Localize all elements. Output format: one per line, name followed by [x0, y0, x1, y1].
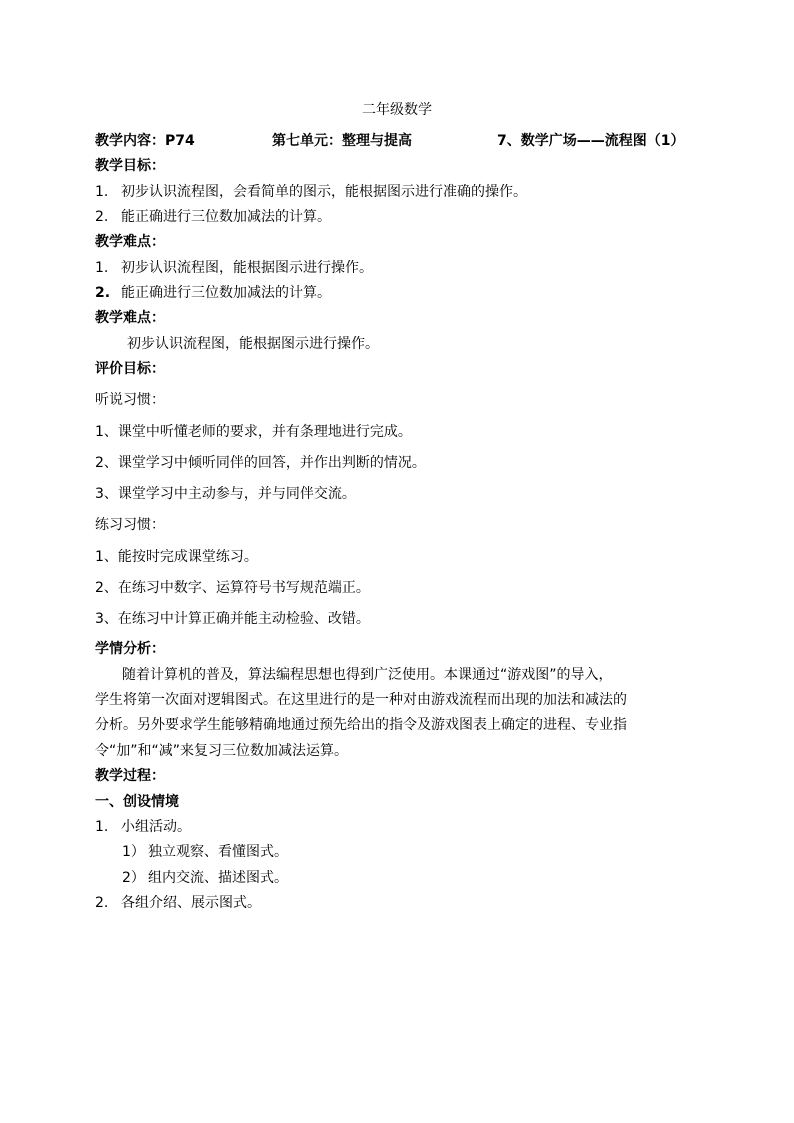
process-item-2-num: 2. [95, 895, 109, 911]
listen-item-1: 1、课堂中听懂老师的要求，并有条理地进行完成。 [95, 424, 412, 440]
process-subitem-2 [122, 869, 288, 887]
goals-heading: 教学目标： [95, 158, 165, 174]
analysis-line-1: 随着计算机的普及，算法编程思想也得到广泛使用。本课通过“游戏图”的导入， [122, 667, 613, 683]
header-unit: 第七单元：整理与提高 [272, 133, 412, 149]
difficulty-item-2-num: 2. [95, 285, 111, 301]
process-item-2-text: 各组介绍、展示图式。 [121, 895, 261, 911]
goal-item-2 [95, 208, 331, 226]
analysis-line-2: 学生将第一次面对逻辑图式。在这里进行的是一种对由游戏流程而出现的加法和减法的 [95, 692, 627, 708]
difficulties2-heading: 教学难点： [95, 310, 165, 326]
header-content: 教学内容：P74 [95, 133, 195, 149]
practice-item-2: 2、在练习中数字、运算符号书写规范端正。 [95, 580, 370, 596]
process-subitem-2-num: 2） [122, 870, 145, 886]
process-item-1-num: 1. [95, 819, 109, 835]
difficulty-item-1 [95, 259, 373, 277]
process-subitem-2-text: 组内交流、描述图式。 [148, 870, 288, 886]
difficulty-item-1-num: 1. [95, 260, 109, 276]
header-lesson: 7、数学广场——流程图（1） [497, 133, 685, 149]
difficulty-item-2 [95, 284, 331, 302]
listen-item-3: 3、课堂学习中主动参与，并与同伴交流。 [95, 486, 356, 502]
listen-heading: 听说习惯： [95, 392, 165, 408]
difficulty-item-1-text: 初步认识流程图，能根据图示进行操作。 [121, 260, 373, 276]
goal-item-1 [95, 183, 527, 201]
analysis-heading: 学情分析： [95, 641, 165, 657]
analysis-line-4: 令“加”和“减”来复习三位数加减法运算。 [95, 743, 349, 759]
goal-item-2-num: 2. [95, 209, 109, 225]
analysis-line-3: 分析。另外要求学生能够精确地通过预先给出的指令及游戏图表上确定的进程、专业指 [95, 717, 627, 733]
section-1-heading: 一、创设情境 [95, 794, 179, 810]
process-subitem-1-num: 1） [122, 844, 145, 860]
difficulty-item-2-text: 能正确进行三位数加减法的计算。 [121, 285, 331, 301]
process-item-1 [95, 818, 191, 836]
practice-item-3: 3、在练习中计算正确并能主动检验、改错。 [95, 611, 370, 627]
process-item-1-text: 小组活动。 [121, 819, 191, 835]
difficulties-heading: 教学难点： [95, 234, 165, 250]
page-title: 二年级数学 [362, 102, 432, 118]
evaluation-heading: 评价目标： [95, 361, 165, 377]
goal-item-1-text: 初步认识流程图，会看简单的图示，能根据图示进行准确的操作。 [121, 184, 527, 200]
process-subitem-1-text: 独立观察、看懂图式。 [148, 844, 288, 860]
process-heading: 教学过程： [95, 768, 165, 784]
process-item-2 [95, 894, 261, 912]
goal-item-1-num: 1. [95, 184, 109, 200]
difficulties2-text: 初步认识流程图，能根据图示进行操作。 [127, 336, 379, 352]
listen-item-2: 2、课堂学习中倾听同伴的回答，并作出判断的情况。 [95, 455, 426, 471]
process-subitem-1 [122, 843, 288, 861]
practice-item-1: 1、能按时完成课堂练习。 [95, 549, 258, 565]
practice-heading: 练习习惯： [95, 517, 165, 533]
goal-item-2-text: 能正确进行三位数加减法的计算。 [121, 209, 331, 225]
